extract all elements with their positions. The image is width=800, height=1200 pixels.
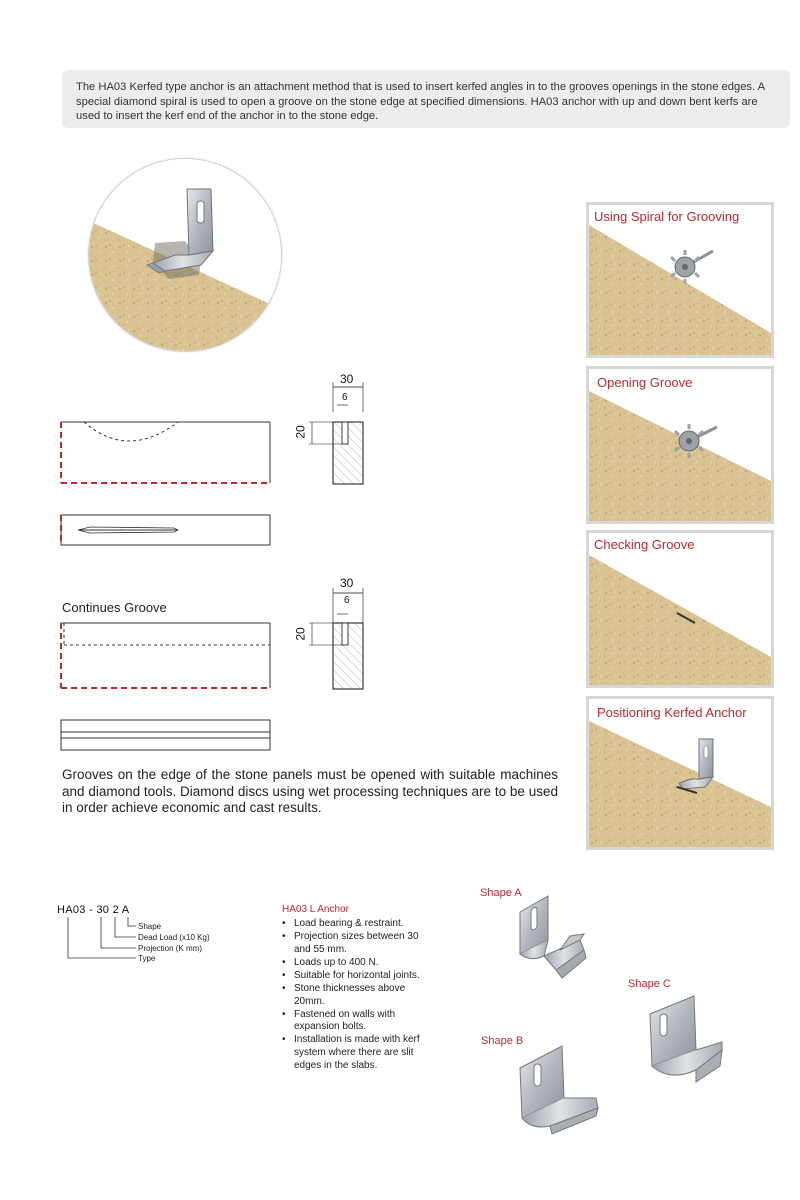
legend-dead-load: Dead Load (x10 Kg) bbox=[138, 933, 210, 942]
dim-30-single: 30 bbox=[340, 372, 354, 386]
dim-20-single: 20 bbox=[293, 425, 308, 439]
shape-b-image bbox=[510, 1036, 610, 1136]
list-item: • Load bearing & restraint. bbox=[282, 918, 432, 931]
shape-b-label: Shape B bbox=[481, 1035, 524, 1047]
anchor-features-list bbox=[282, 918, 432, 1073]
dim-6-continues: 6 bbox=[344, 595, 350, 606]
legend-type: Type bbox=[138, 954, 156, 963]
dim-6-single: 6 bbox=[342, 392, 348, 403]
anchor-title: HA03 L Anchor bbox=[282, 904, 349, 915]
list-item: • Suitable for horizontal joints. bbox=[282, 970, 432, 983]
intro-box bbox=[62, 70, 790, 128]
continues-groove-label: Continues Groove bbox=[62, 600, 167, 615]
list-item: • Stone thicknesses above 20mm. bbox=[282, 983, 432, 1008]
photo-caption-positioning: Positioning Kerfed Anchor bbox=[597, 705, 747, 720]
list-item: • Fastened on walls with expansion bolts. bbox=[282, 1009, 432, 1034]
product-code: HA03 - 30 2 A bbox=[57, 904, 130, 916]
dim-30-continues: 30 bbox=[340, 576, 354, 590]
dim-20-continues: 20 bbox=[293, 627, 308, 641]
photo-caption-opening: Opening Groove bbox=[597, 375, 693, 390]
groove-note: Grooves on the edge of the stone panels must be opened with suitable machines and diamond tools. Diamond discs using wet processing techniques are to be used in order achieve economic and cast results. bbox=[62, 767, 558, 815]
list-item: • Loads up to 400 N. bbox=[282, 957, 432, 970]
intro-text: The HA03 Kerfed type anchor is an attachment method that is used to insert kerfed angles in to the grooves openings in the stone edges. A special diamond spiral is used to open a groove on the stone edge at specified dimensions. HA03 anchor with up and down bent kerfs are used to insert the kerf end of the anchor in to the stone edge. bbox=[76, 81, 765, 122]
legend-projection: Projection (K mm) bbox=[138, 944, 203, 953]
shape-a-image bbox=[500, 892, 600, 992]
shape-a-label: Shape A bbox=[480, 887, 522, 899]
photo-caption-spiral: Using Spiral for Grooving bbox=[594, 209, 740, 224]
photo-caption-checking: Checking Groove bbox=[594, 537, 695, 552]
list-item: • Installation is made with kerf system where there are slit edges in the slabs. bbox=[282, 1034, 432, 1072]
shape-c-label: Shape C bbox=[628, 978, 671, 990]
shape-c-image bbox=[636, 992, 736, 1088]
list-item: • Projection sizes between 30 and 55 mm. bbox=[282, 931, 432, 956]
product-code-leader-lines bbox=[60, 916, 150, 966]
anchor-closeup-image bbox=[88, 158, 282, 352]
single-groove-drawing bbox=[56, 372, 281, 552]
continues-groove-drawing bbox=[56, 618, 281, 758]
photo-checking-groove bbox=[586, 530, 774, 688]
photo-spiral-grooving bbox=[586, 202, 774, 358]
photo-positioning-anchor bbox=[586, 696, 774, 850]
photo-opening-groove bbox=[586, 366, 774, 524]
legend-shape: Shape bbox=[138, 922, 162, 931]
